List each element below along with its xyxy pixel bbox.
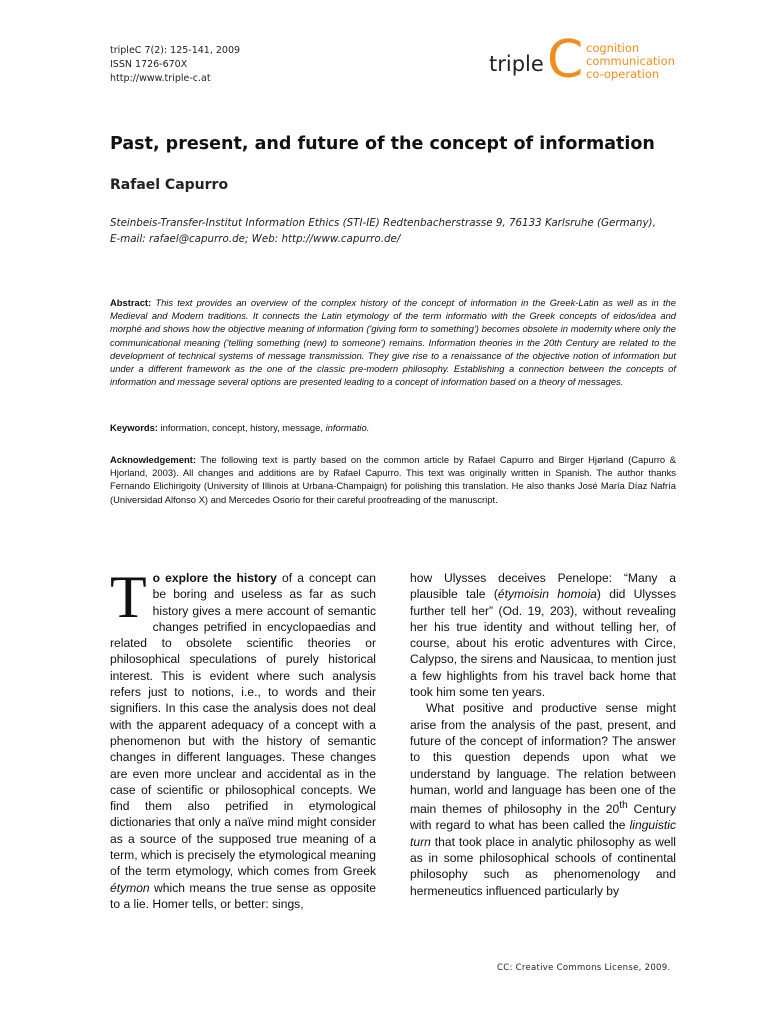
logo-line-communication: communication — [586, 54, 675, 68]
drop-cap: T — [110, 564, 147, 630]
lead-in-bold: o explore the history — [152, 571, 277, 585]
paper-title: Past, present, and future of the concept of information — [110, 134, 655, 154]
logo-word: triple — [489, 52, 544, 76]
body-italic: linguistic turn — [410, 818, 676, 849]
affiliation-contact: E-mail: rafael@capurro.de; Web: http://www.capurro.de/ — [110, 233, 401, 245]
abstract-label: Abstract: — [110, 297, 152, 308]
body-italic: étymon — [110, 880, 150, 895]
license-footer: CC: Creative Commons License, 2009. — [497, 963, 671, 973]
body-text: Century with regard to what has been called the — [410, 802, 676, 833]
body-column-right — [410, 570, 676, 899]
abstract-text: This text provides an overview of the complex history of the concept of information in the Greek-Latin as well as in the Medieval and Modern traditions. It connects the Latin etymology of the term informatio with the Greek concepts of eidos/idea and morphé and shows how the objective meaning of information ('giving form to something') becomes obsolete in modernity where only the communicational meaning ('telling something (new) to someone') remains. Information theories in the 20th Century are related to the development of technical systems of message transmission. They give rise to a renaissance of the objective notion of information but under a different framework as the one of the classic pre-modern philosophy. Establishing a connection between the concepts of information and message several options are presented leading to a concept of information based on a theory of messages. — [110, 297, 676, 388]
body-column-left — [110, 564, 377, 912]
acknowledgement-label: Acknowledgement: — [110, 454, 196, 465]
keywords-italic-term: informatio. — [325, 422, 370, 433]
journal-meta — [110, 44, 240, 86]
body-text: how Ulysses deceives Penelope: “Many a plausible tale ( — [410, 571, 676, 602]
body-text: that took place in analytic philosophy as well as in some philosophical schools of continental philosophy such as phenomenology and hermeneutics influenced particularly by — [410, 834, 676, 898]
journal-url[interactable]: http://www.triple-c.at — [110, 73, 211, 84]
acknowledgement — [110, 453, 676, 506]
affiliation-address: Steinbeis-Transfer-Institut Information Ethics (STI-IE) Redtenbacherstrasse 9, 76133 Karlsruhe (Germany), — [110, 217, 656, 229]
superscript: th — [619, 800, 628, 812]
keywords-label: Keywords: — [110, 422, 158, 433]
acknowledgement-text: The following text is partly based on the common article by Rafael Capurro and Birger Hjørland (Capurro & Hjorland, 2003). All changes and additions are by Rafael Capurro. This text was originally written in Spanish. The author thanks Fernando Elichirigoity (University of Illinois at Urbana-Champaign) for polishing this translation. He also thanks José María Díaz Nafría (Universidad Alfonso X) and Mercedes Osorio for their careful proofreading of the manuscript. — [110, 454, 676, 505]
body-italic: étymoisin homoia — [497, 587, 597, 602]
abstract — [110, 296, 676, 388]
body-paragraph — [110, 564, 377, 912]
citation-line: tripleC 7(2): 125-141, 2009 — [110, 45, 241, 56]
logo-line-cognition: cognition — [586, 41, 640, 55]
body-text: which means the true sense as opposite to a lie. Homer tells, or better: sings, — [110, 880, 376, 911]
body-text: What positive and productive sense might arise from the analysis of the past, present, and future of the concept of information? The answer to this question depends upon what we understand by language. The relation between human, world and language has been one of the main themes of philosophy in the 20 — [410, 701, 676, 817]
body-paragraph — [410, 700, 676, 899]
keywords-text: information, concept, history, message, — [160, 422, 323, 433]
paper-author: Rafael Capurro — [110, 177, 229, 193]
body-paragraph — [410, 570, 676, 700]
logo-subtitle — [586, 42, 675, 81]
triplec-logo — [489, 30, 689, 90]
logo-line-cooperation: co-operation — [586, 67, 660, 81]
body-text: of a concept can be boring and useless as far as such history gives a mere account of semantic changes petrified in encyclopaedias and related to obsolete scientific theories or philosophical speculations of purely historical interest. This is evident where such analysis refers just to notions, i.e., to words and their signifiers. In this case the analysis does not deal with the apparent adequacy of a concept with a phenomenon but with the history of semantic changes in different languages. These changes are even more unclear and accidental as in the case of scientific or philosophical concepts. We find them also petrified in etymological dictionaries that only a naïve mind might consider as a source of the supposed true meaning of a term, which is precisely the etymological meaning of the term etymology, which comes from Greek — [110, 571, 377, 879]
logo-c-letter: C — [547, 30, 584, 90]
body-text: ) did Ulysses further tell her” (Od. 19, 203), without revealing her his true identity and without telling her, of course, about his erotic adventures with Circe, Calypso, the sirens and Nausicaa, to mention just a few highlights from his travel back home that took him some ten years. — [410, 587, 676, 700]
keywords — [110, 421, 676, 434]
author-affiliation — [110, 215, 682, 247]
issn-line: ISSN 1726-670X — [110, 59, 188, 70]
